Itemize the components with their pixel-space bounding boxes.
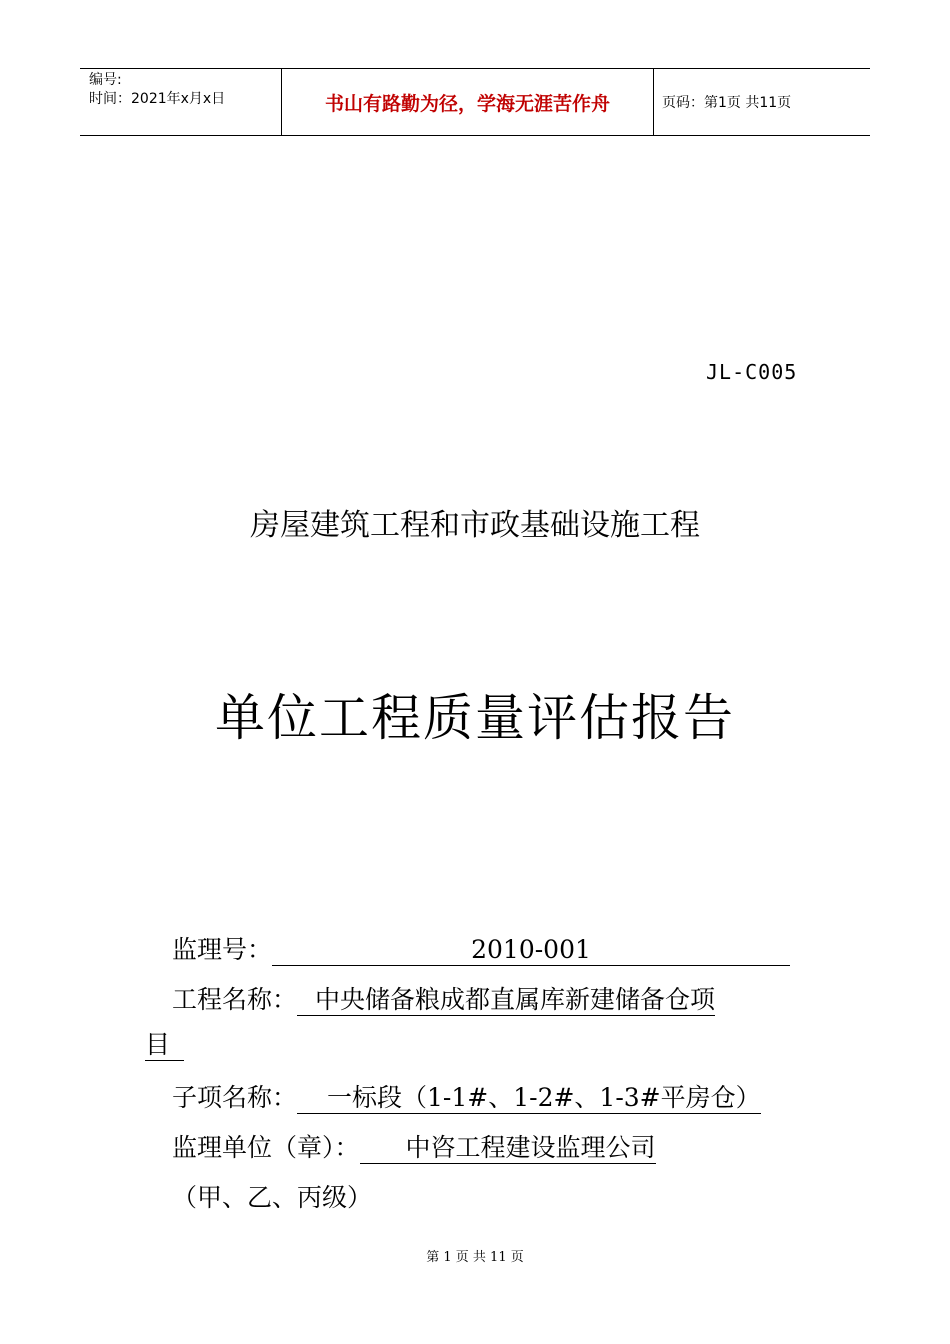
header-motto-cell: [281, 69, 654, 135]
grade-label: （甲、乙、丙级）: [172, 1183, 373, 1212]
grade-row: [172, 1178, 372, 1214]
supervisor-row: [172, 1128, 656, 1164]
header-page-cell: [654, 69, 870, 135]
supervisor-value: 中咨工程建设监理公司: [360, 1134, 656, 1164]
page-info: 页码：第1页 共11页: [662, 95, 792, 111]
time-label: 时间：2021年x月x日: [89, 91, 226, 107]
project-name-value-cont: 目: [145, 1031, 184, 1061]
form-code: JL-C005: [706, 360, 798, 384]
motto-text: 书山有路勤为径，学海无涯苦作舟: [324, 92, 610, 115]
supervision-no-label: 监理号：: [172, 935, 273, 964]
supervisor-label: 监理单位（章）：: [172, 1133, 360, 1162]
serial-label: 编号:: [89, 72, 122, 88]
page-header: [80, 68, 870, 136]
document-title: 单位工程质量评估报告: [215, 689, 735, 747]
page-footer: 第 1 页 共 11 页: [426, 1250, 524, 1265]
project-name-row-cont: [145, 1030, 184, 1061]
project-name-label: 工程名称：: [172, 985, 298, 1014]
sub-item-row: [172, 1078, 761, 1114]
supervision-no-row: [172, 930, 790, 966]
sub-item-value: 一标段（1-1#、1-2#、1-3#平房仓）: [297, 1084, 761, 1114]
project-name-value: 中央储备粮成都直属库新建储备仓项: [297, 986, 715, 1016]
header-meta-cell: [80, 69, 281, 135]
project-name-row: [172, 980, 715, 1016]
supervision-no-value: 2010-001: [272, 936, 790, 966]
document-subtitle: 房屋建筑工程和市政基础设施工程: [250, 508, 700, 543]
sub-item-label: 子项名称：: [172, 1083, 298, 1112]
